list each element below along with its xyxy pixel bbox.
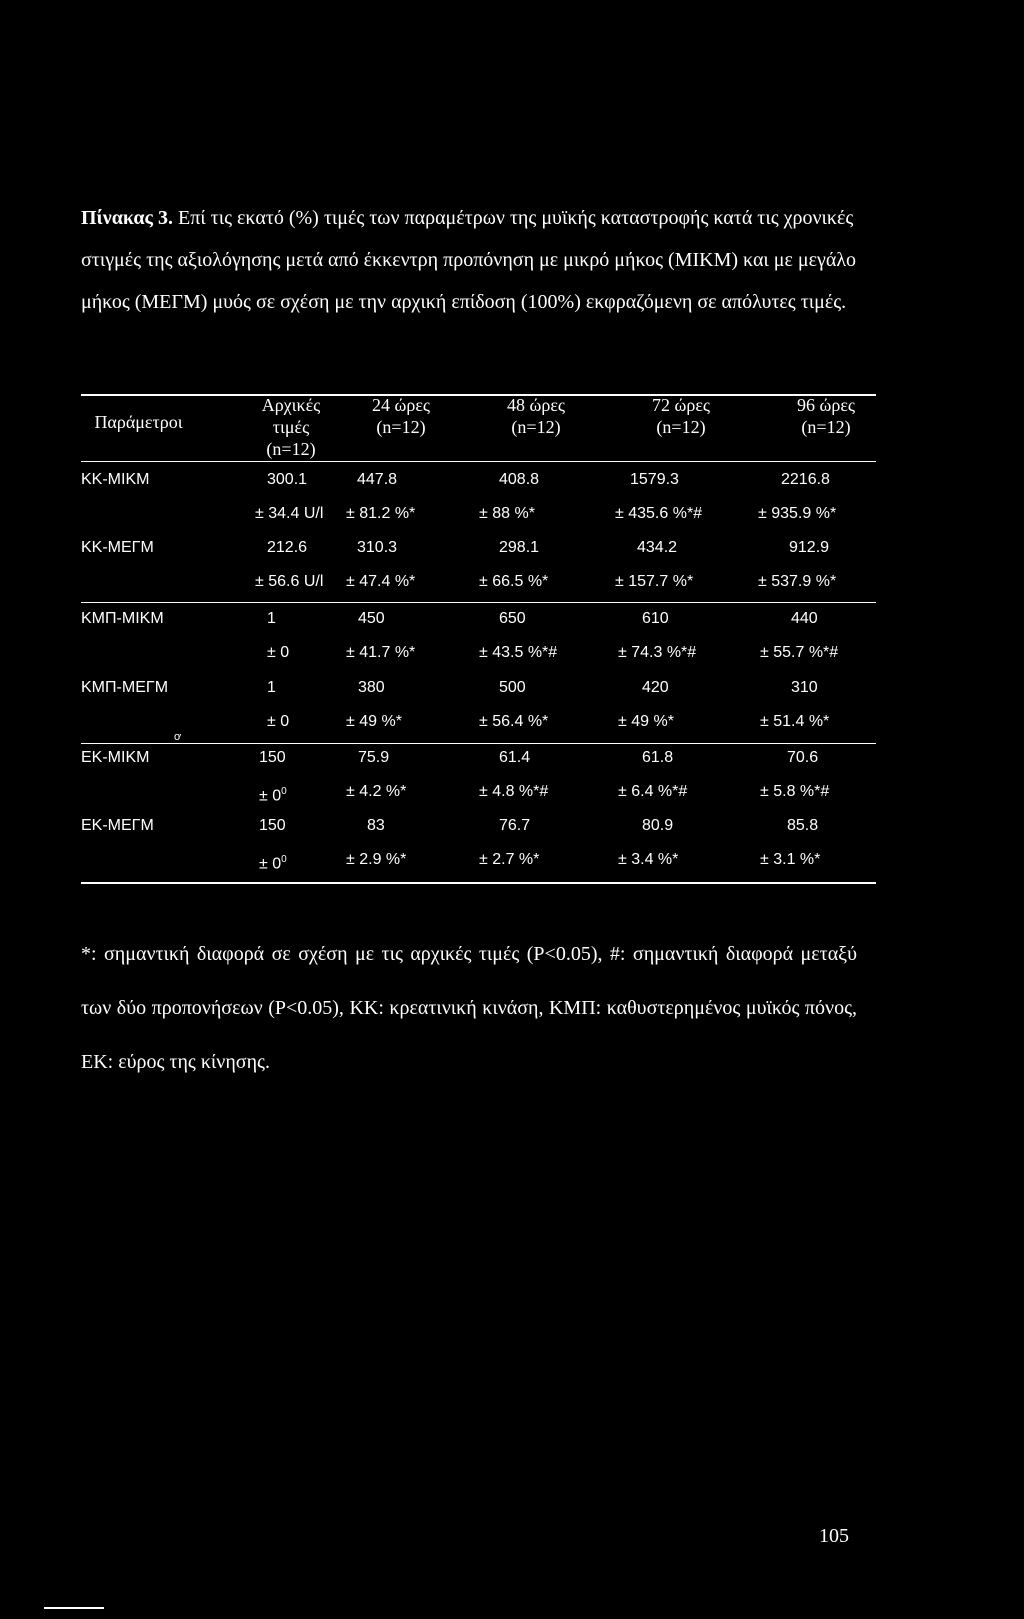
row-label: ΚΚ-ΜΙΚΜ — [81, 471, 150, 488]
cell-value: 408.8 — [499, 471, 540, 488]
cell-sd: ± 88 %* — [479, 505, 535, 522]
cell-sd: ± 6.4 %*# — [618, 783, 688, 800]
cell-value: 912.9 — [789, 539, 830, 556]
cell-value: 450 — [358, 610, 385, 627]
cell-sd: ± 3.4 %* — [618, 851, 679, 868]
cell-value: 76.7 — [499, 817, 531, 834]
cell-value: 610 — [642, 610, 669, 627]
cell-sd: ± 537.9 %* — [758, 573, 837, 590]
cell-value: 650 — [499, 610, 526, 627]
cell-value: 150 — [259, 817, 286, 834]
cell-value: 298.1 — [499, 539, 540, 556]
cell-value: 500 — [499, 679, 526, 696]
cell-value: 1579.3 — [630, 471, 679, 488]
header-48h: 48 ώρες (n=12) — [506, 395, 566, 437]
header-24h: 24 ώρες (n=12) — [371, 395, 431, 437]
cell-value: 310 — [791, 679, 818, 696]
cell-value: 300.1 — [267, 471, 308, 488]
cell-value: 61.8 — [642, 749, 674, 766]
header-96h: 96 ώρες (n=12) — [796, 395, 856, 437]
header-initial: Αρχικές τιμές (n=12) — [261, 395, 321, 459]
cell-sd: ± 4.8 %*# — [479, 783, 549, 800]
cell-sd: ± 2.9 %* — [346, 851, 407, 868]
cell-sd: ± 0 — [267, 713, 290, 730]
cell-value: 1 — [267, 610, 276, 627]
cell-value: 80.9 — [642, 817, 674, 834]
cell-sd: ± 74.3 %*# — [618, 644, 697, 661]
section-rule — [81, 602, 876, 603]
cell-sd: ± 5.8 %*# — [760, 783, 830, 800]
cell-sd: ± 41.7 %* — [346, 644, 416, 661]
cell-value: 447.8 — [357, 471, 398, 488]
cell-sd: ± 2.7 %* — [479, 851, 540, 868]
cell-sd: ± 34.4 U/l — [255, 505, 324, 522]
cell-sd: ± 435.6 %*# — [615, 505, 703, 522]
row-label: ΚΜΠ-ΜΕΓΜ — [81, 679, 169, 696]
cell-sd: ± 81.2 %* — [346, 505, 416, 522]
cell-value: 440 — [791, 610, 818, 627]
cell-sd: ± 56.6 U/l — [255, 573, 324, 590]
cell-sd: ± 157.7 %* — [615, 573, 694, 590]
cell-value: 83 — [367, 817, 385, 834]
page-number: 105 — [819, 1525, 849, 1547]
cell-sd: ± 49 %* — [618, 713, 674, 730]
cell-sd: ± 0 — [267, 644, 290, 661]
stray-mark: ơ — [174, 731, 182, 743]
row-label: ΚΚ-ΜΕΓΜ — [81, 539, 154, 556]
cell-sd: ± 49 %* — [346, 713, 402, 730]
cell-sd: ± 43.5 %*# — [479, 644, 558, 661]
cell-sd: ± 66.5 %* — [479, 573, 549, 590]
cell-sd: ± $0^0$ — [259, 786, 287, 805]
row-label: ΕΚ-ΜΕΓΜ — [81, 817, 154, 834]
cell-sd: ± $0^0$ — [259, 854, 287, 873]
row-label: ΕΚ-ΜΙΚΜ — [81, 749, 150, 766]
cell-value: 70.6 — [787, 749, 819, 766]
cell-value: 85.8 — [787, 817, 819, 834]
cell-sd: ± 51.4 %* — [760, 713, 830, 730]
cell-value: 2216.8 — [781, 471, 830, 488]
header-72h: 72 ώρες (n=12) — [651, 395, 711, 437]
cell-value: 434.2 — [637, 539, 678, 556]
corner-rule — [44, 1607, 104, 1609]
cell-sd: ± 55.7 %*# — [760, 644, 839, 661]
cell-sd: ± 47.4 %* — [346, 573, 416, 590]
cell-sd: ± 4.2 %* — [346, 783, 407, 800]
cell-value: 212.6 — [267, 539, 308, 556]
table-caption — [81, 197, 861, 323]
cell-sd: ± 3.1 %* — [760, 851, 821, 868]
row-label: ΚΜΠ-ΜΙΚΜ — [81, 610, 164, 627]
section-rule — [81, 743, 876, 744]
cell-value: 420 — [642, 679, 669, 696]
cell-value: 310.3 — [357, 539, 398, 556]
table-bottom-rule — [81, 882, 876, 884]
cell-value: 1 — [267, 679, 276, 696]
header-parameters: Παράμετροι — [94, 412, 183, 432]
caption-text: Επί τις εκατό (%) τιμές των παραμέτρων της μυϊκής καταστροφής κατά τις χρονικές στιγμές της αξιολόγησης μετά από έκκεντρη προπόνηση με μικρό μήκος (ΜΙΚΜ) και με μεγάλο μήκος (ΜΕΓΜ) μυός σε σχέση με την αρχική επίδοση (100%) εκφραζόμενη σε απόλυτες τιμές. — [81, 207, 857, 313]
table-top-rule — [81, 394, 876, 396]
cell-value: 380 — [358, 679, 385, 696]
results-table — [81, 394, 876, 886]
cell-value: 75.9 — [358, 749, 390, 766]
cell-sd: ± 56.4 %* — [479, 713, 549, 730]
cell-sd: ± 935.9 %* — [758, 505, 837, 522]
caption-label: Πίνακας 3. — [81, 207, 173, 229]
header-bottom-rule — [81, 461, 876, 462]
cell-value: 150 — [259, 749, 286, 766]
cell-value: 61.4 — [499, 749, 531, 766]
table-footnote: *: σημαντική διαφορά σε σχέση με τις αρχικές τιμές (P<0.05), #: σημαντική διαφορά μεταξύ των δύο προπονήσεων (P<0.05), ΚΚ: κρεατινική κινάση, ΚΜΠ: καθυστερημένος μυϊκός πόνος, ΕΚ: εύρος της κίνησης. — [81, 943, 857, 1073]
